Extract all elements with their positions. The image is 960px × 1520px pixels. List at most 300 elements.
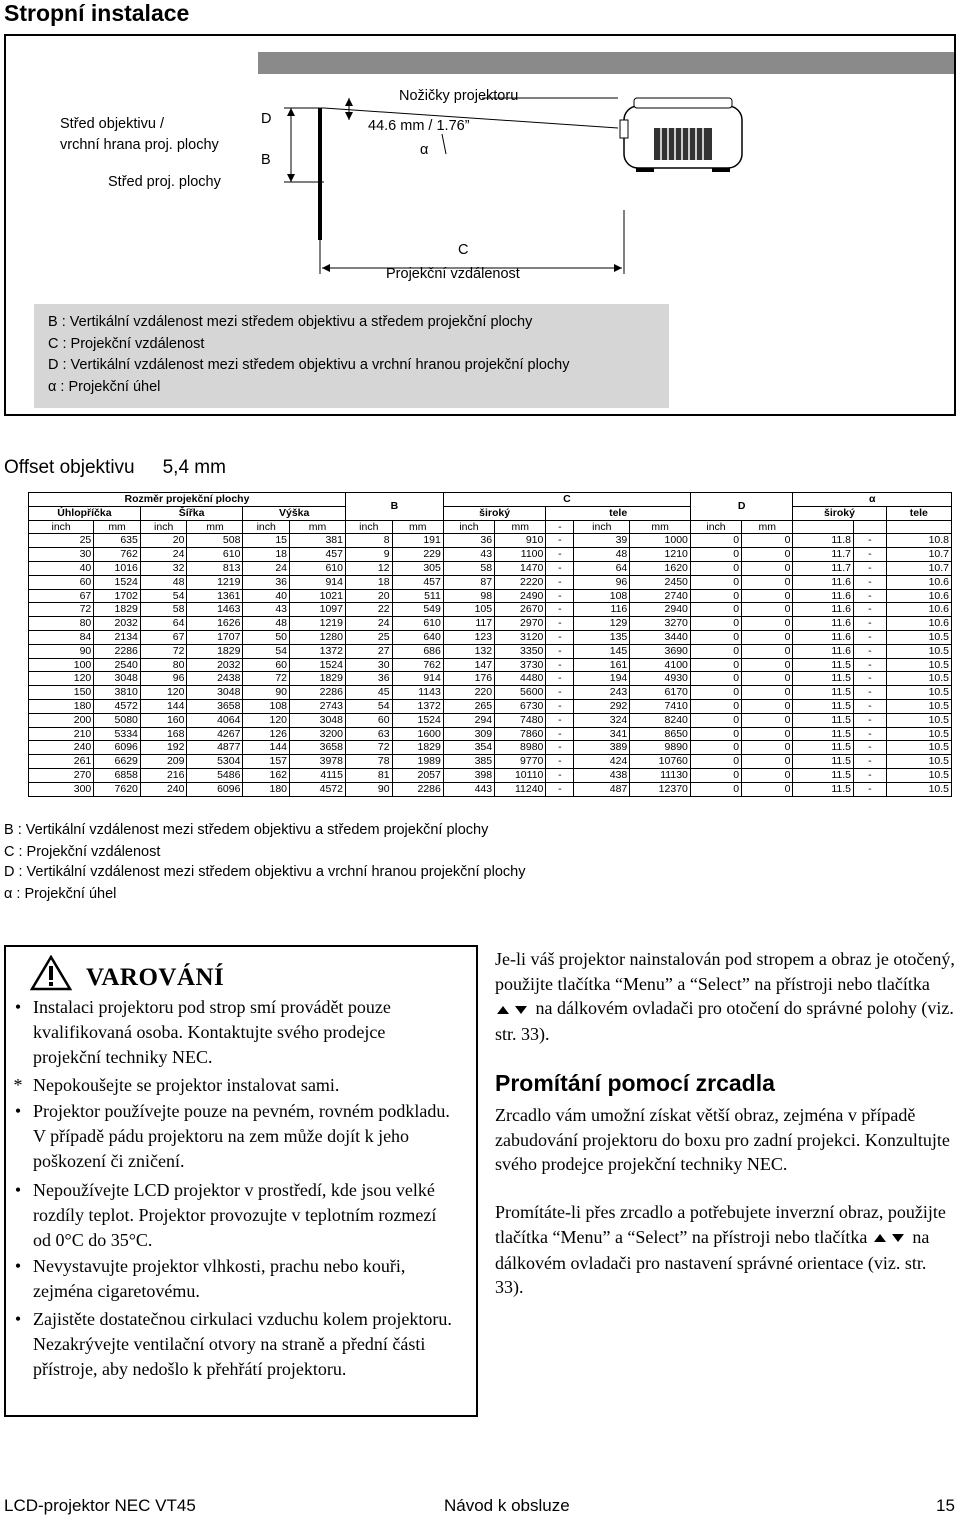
table-cell: 0: [690, 741, 741, 755]
table-cell: 0: [690, 644, 741, 658]
table-cell: 4480: [495, 672, 546, 686]
table-cell: 292: [574, 699, 630, 713]
table-cell: 160: [140, 713, 187, 727]
table-cell: 80: [29, 617, 94, 631]
table-cell: 424: [574, 755, 630, 769]
bullet-marker: •: [14, 997, 22, 1017]
label-projection-distance: Projekční vzdálenost: [386, 266, 520, 282]
table-cell: 54: [140, 589, 187, 603]
table-cell: 11.6: [793, 617, 854, 631]
table-cell: 11.6: [793, 644, 854, 658]
offset-heading: Offset objektivu 5,4 mm: [4, 457, 226, 478]
warning-item-text: Nevystavujte projektor vlhkosti, prachu nebo kouři, zejména cigaretovému.: [33, 1256, 406, 1301]
table-cell: -: [854, 768, 887, 782]
warning-box: [4, 945, 478, 1417]
table-cell: 58: [140, 603, 187, 617]
table-cell: 5600: [495, 686, 546, 700]
legend-d: D : Vertikální vzdálenost mezi středem objektivu a vrchní hranou projekční plochy: [48, 357, 570, 373]
table-cell: 10.5: [886, 782, 951, 796]
header-d: D: [690, 493, 793, 521]
table-cell: 48: [140, 575, 187, 589]
table-cell: 72: [140, 644, 187, 658]
header-tele: tele: [546, 506, 691, 520]
note-b: B : Vertikální vzdálenost mezi středem objektivu a středem projekční plochy: [4, 822, 489, 838]
table-cell: 511: [392, 589, 443, 603]
table-cell: 10.5: [886, 644, 951, 658]
table-cell: 36: [243, 575, 290, 589]
table-cell: 0: [690, 768, 741, 782]
table-cell: 117: [443, 617, 494, 631]
table-cell: 381: [290, 534, 346, 548]
table-cell: 1829: [187, 644, 243, 658]
page-title: Stropní instalace: [4, 0, 190, 26]
legend-c: C : Projekční vzdálenost: [48, 336, 205, 352]
table-cell: 6629: [94, 755, 141, 769]
table-cell: 180: [243, 782, 290, 796]
table-cell: 36: [443, 534, 494, 548]
table-cell: 8: [345, 534, 392, 548]
table-cell: 762: [392, 658, 443, 672]
table-cell: 11.5: [793, 727, 854, 741]
table-cell: -: [546, 672, 574, 686]
table-cell: 2540: [94, 658, 141, 672]
table-cell: 100: [29, 658, 94, 672]
warning-item: [14, 1307, 453, 1382]
table-cell: 10.7: [886, 548, 951, 562]
table-cell: -: [854, 658, 887, 672]
table-cell: 2970: [495, 617, 546, 631]
table-cell: 1702: [94, 589, 141, 603]
table-cell: 2438: [187, 672, 243, 686]
warning-item: [14, 1254, 453, 1304]
table-cell: 0: [742, 617, 793, 631]
table-cell: 162: [243, 768, 290, 782]
table-cell: -: [546, 603, 574, 617]
table-cell: 11.6: [793, 589, 854, 603]
table-cell: 40: [243, 589, 290, 603]
table-header-row-1: [29, 493, 952, 507]
table-cell: 10.5: [886, 672, 951, 686]
table-cell: 9770: [495, 755, 546, 769]
table-cell: -: [854, 534, 887, 548]
table-cell: 192: [140, 741, 187, 755]
table-cell: 0: [690, 713, 741, 727]
table-cell: 5486: [187, 768, 243, 782]
table-cell: 10.8: [886, 534, 951, 548]
table-cell: 0: [690, 575, 741, 589]
table-cell: 305: [392, 561, 443, 575]
table-cell: 98: [443, 589, 494, 603]
table-row: [29, 644, 952, 658]
table-cell: 1524: [392, 713, 443, 727]
table-row: [29, 603, 952, 617]
table-cell: 640: [392, 630, 443, 644]
table-cell: 168: [140, 727, 187, 741]
header-diagonal: Úhlopříčka: [29, 506, 141, 520]
table-cell: 0: [690, 686, 741, 700]
table-cell: 0: [742, 741, 793, 755]
table-cell: 1829: [94, 603, 141, 617]
table-row: [29, 768, 952, 782]
table-cell: 1524: [94, 575, 141, 589]
table-cell: 123: [443, 630, 494, 644]
bullet-marker: •: [14, 1180, 22, 1200]
table-cell: 15: [243, 534, 290, 548]
table-cell: 24: [140, 548, 187, 562]
footer-manual: Návod k obsluze: [444, 1496, 570, 1515]
header-b: B: [345, 493, 443, 521]
warning-item-text: Zajistěte dostatečnou cirkulaci vzduchu kolem projektoru. Nezakrývejte ventilační otvory na straně a přední části přístroje, aby nedošlo k přehřátí projektoru.: [33, 1309, 452, 1379]
table-cell: 2743: [290, 699, 346, 713]
table-cell: 5304: [187, 755, 243, 769]
table-cell: 1210: [630, 548, 691, 562]
table-cell: 67: [29, 589, 94, 603]
table-cell: 11240: [495, 782, 546, 796]
table-cell: 11.5: [793, 768, 854, 782]
table-cell: -: [546, 782, 574, 796]
table-cell: 96: [574, 575, 630, 589]
table-cell: -: [854, 727, 887, 741]
table-cell: 132: [443, 644, 494, 658]
table-cell: 914: [392, 672, 443, 686]
table-cell: 10.7: [886, 561, 951, 575]
table-cell: 1361: [187, 589, 243, 603]
table-cell: 161: [574, 658, 630, 672]
table-cell: 11.7: [793, 561, 854, 575]
table-cell: 240: [140, 782, 187, 796]
ceiling-text-b: na dálkovém ovladači pro otočení do správné polohy (viz. str. 33).: [495, 998, 954, 1045]
table-cell: 0: [742, 589, 793, 603]
table-cell: 120: [29, 672, 94, 686]
table-cell: 438: [574, 768, 630, 782]
table-cell: 240: [29, 741, 94, 755]
table-cell: 1372: [392, 699, 443, 713]
table-cell: 1100: [495, 548, 546, 562]
table-cell: 126: [243, 727, 290, 741]
table-cell: 5080: [94, 713, 141, 727]
bullet-marker: *: [13, 1075, 23, 1095]
table-cell: -: [546, 686, 574, 700]
table-cell: -: [546, 575, 574, 589]
table-cell: -: [854, 589, 887, 603]
table-row: [29, 727, 952, 741]
table-cell: 36: [345, 672, 392, 686]
unit-cell: mm: [495, 520, 546, 534]
table-cell: 2670: [495, 603, 546, 617]
table-cell: -: [546, 727, 574, 741]
table-cell: 30: [29, 548, 94, 562]
table-cell: 1989: [392, 755, 443, 769]
table-cell: 209: [140, 755, 187, 769]
label-d: D: [261, 111, 272, 127]
table-cell: 10.6: [886, 617, 951, 631]
table-cell: -: [854, 561, 887, 575]
table-cell: 2032: [187, 658, 243, 672]
table-cell: 0: [742, 755, 793, 769]
table-cell: 3048: [94, 672, 141, 686]
table-cell: 50: [243, 630, 290, 644]
table-cell: 12370: [630, 782, 691, 796]
warning-item-text: Projektor používejte pouze na pevném, rovném podkladu. V případě pádu projektoru na zem může dojít k jeho poškození či zničení.: [33, 1101, 450, 1171]
table-cell: 90: [345, 782, 392, 796]
table-cell: 2490: [495, 589, 546, 603]
warning-item-text: Instalaci projektoru pod strop smí provádět pouze kvalifikovaná osoba. Kontaktujte svého prodejce projekční techniky NEC.: [33, 997, 391, 1067]
table-cell: 3200: [290, 727, 346, 741]
table-cell: 0: [690, 658, 741, 672]
label-screen-top: vrchní hrana proj. plochy: [60, 137, 219, 153]
table-cell: 309: [443, 727, 494, 741]
table-row: [29, 534, 952, 548]
table-cell: 22: [345, 603, 392, 617]
table-cell: 1280: [290, 630, 346, 644]
bullet-marker: •: [14, 1256, 22, 1276]
table-cell: 10110: [495, 768, 546, 782]
table-cell: 1463: [187, 603, 243, 617]
table-cell: 9: [345, 548, 392, 562]
table-cell: 686: [392, 644, 443, 658]
table-cell: 96: [140, 672, 187, 686]
table-cell: 0: [742, 575, 793, 589]
table-cell: 11.7: [793, 548, 854, 562]
table-cell: 64: [574, 561, 630, 575]
table-cell: 194: [574, 672, 630, 686]
table-cell: 1143: [392, 686, 443, 700]
table-cell: 3350: [495, 644, 546, 658]
table-cell: -: [854, 603, 887, 617]
table-cell: 9890: [630, 741, 691, 755]
table-cell: -: [854, 617, 887, 631]
table-cell: 11.5: [793, 699, 854, 713]
legend-b: B : Vertikální vzdálenost mezi středem objektivu a středem projekční plochy: [48, 314, 533, 330]
projector-drawing: [620, 98, 742, 172]
table-row: [29, 561, 952, 575]
mirror-inverse-paragraph: [495, 1200, 955, 1300]
table-cell: 1372: [290, 644, 346, 658]
table-cell: 120: [243, 713, 290, 727]
table-cell: 0: [690, 603, 741, 617]
table-cell: 10.6: [886, 589, 951, 603]
table-cell: -: [854, 755, 887, 769]
warning-item: [13, 1073, 453, 1098]
table-cell: 914: [290, 575, 346, 589]
table-cell: 0: [690, 727, 741, 741]
unit-cell: mm: [742, 520, 793, 534]
mirror-heading: Promítání pomocí zrcadla: [495, 1070, 775, 1096]
table-cell: 0: [690, 534, 741, 548]
table-cell: 261: [29, 755, 94, 769]
table-cell: 24: [243, 561, 290, 575]
unit-cell: [793, 520, 854, 534]
table-cell: 11.5: [793, 755, 854, 769]
bullet-marker: •: [14, 1101, 22, 1121]
table-cell: -: [546, 644, 574, 658]
table-cell: -: [546, 741, 574, 755]
installation-diagram: [4, 34, 956, 416]
up-down-arrow-icon: [495, 998, 531, 1023]
table-cell: -: [546, 713, 574, 727]
unit-cell: [854, 520, 887, 534]
table-header-row-3: [29, 520, 952, 534]
note-c: C : Projekční vzdálenost: [4, 844, 161, 860]
table-cell: 6730: [495, 699, 546, 713]
mirror-text-b: na dálkovém ovladači pro nastavení správné orientace (viz. str. 33).: [495, 1226, 930, 1298]
table-cell: 7860: [495, 727, 546, 741]
table-cell: 144: [140, 699, 187, 713]
unit-cell: mm: [187, 520, 243, 534]
table-cell: 60: [29, 575, 94, 589]
header-tele-alpha: tele: [886, 506, 951, 520]
table-cell: 0: [690, 561, 741, 575]
table-cell: 910: [495, 534, 546, 548]
table-row: [29, 575, 952, 589]
table-cell: -: [854, 548, 887, 562]
table-cell: 0: [742, 699, 793, 713]
table-cell: 11.5: [793, 782, 854, 796]
unit-cell: inch: [345, 520, 392, 534]
table-cell: 1600: [392, 727, 443, 741]
table-cell: 354: [443, 741, 494, 755]
table-cell: 1016: [94, 561, 141, 575]
table-cell: -: [546, 658, 574, 672]
table-cell: 1829: [392, 741, 443, 755]
table-cell: 180: [29, 699, 94, 713]
table-cell: 3048: [290, 713, 346, 727]
warning-item: [14, 1178, 453, 1253]
table-cell: 813: [187, 561, 243, 575]
table-cell: 8650: [630, 727, 691, 741]
header-wide: široký: [443, 506, 546, 520]
table-cell: -: [546, 534, 574, 548]
table-cell: 43: [243, 603, 290, 617]
table-cell: 72: [243, 672, 290, 686]
table-cell: 635: [94, 534, 141, 548]
table-row: [29, 672, 952, 686]
warning-item: [14, 995, 453, 1070]
table-cell: 20: [140, 534, 187, 548]
table-cell: 4100: [630, 658, 691, 672]
table-cell: 90: [243, 686, 290, 700]
table-cell: 0: [742, 534, 793, 548]
table-cell: 147: [443, 658, 494, 672]
table-cell: 30: [345, 658, 392, 672]
table-cell: 610: [187, 548, 243, 562]
table-cell: 48: [574, 548, 630, 562]
table-cell: 10.5: [886, 713, 951, 727]
table-cell: 4877: [187, 741, 243, 755]
table-cell: 2286: [290, 686, 346, 700]
table-cell: 10.5: [886, 768, 951, 782]
table-cell: 0: [742, 713, 793, 727]
table-cell: 610: [290, 561, 346, 575]
table-cell: 10.5: [886, 727, 951, 741]
table-cell: 398: [443, 768, 494, 782]
table-cell: 2940: [630, 603, 691, 617]
table-cell: 10.6: [886, 575, 951, 589]
table-cell: 0: [690, 755, 741, 769]
ceiling-text-a: Je-li váš projektor nainstalován pod stropem a obraz je otočený, použijte tlačítka “Menu” a “Select” na přístroji nebo tlačítka: [495, 949, 955, 994]
header-c: C: [443, 493, 690, 507]
warning-icon: [30, 955, 72, 991]
table-cell: 457: [392, 575, 443, 589]
table-cell: 12: [345, 561, 392, 575]
table-cell: 10.5: [886, 658, 951, 672]
table-cell: 135: [574, 630, 630, 644]
table-row: [29, 713, 952, 727]
table-cell: 3440: [630, 630, 691, 644]
table-cell: 324: [574, 713, 630, 727]
table-cell: -: [854, 699, 887, 713]
unit-cell: mm: [290, 520, 346, 534]
table-row: [29, 548, 952, 562]
table-cell: 10.5: [886, 755, 951, 769]
table-cell: 145: [574, 644, 630, 658]
unit-cell: mm: [392, 520, 443, 534]
table-cell: 1021: [290, 589, 346, 603]
table-cell: 8980: [495, 741, 546, 755]
table-cell: 216: [140, 768, 187, 782]
table-cell: 1620: [630, 561, 691, 575]
table-cell: 4064: [187, 713, 243, 727]
table-cell: -: [546, 630, 574, 644]
table-cell: 0: [742, 658, 793, 672]
table-cell: 294: [443, 713, 494, 727]
table-row: [29, 617, 952, 631]
projection-table: [28, 492, 952, 797]
table-cell: 265: [443, 699, 494, 713]
table-cell: 6170: [630, 686, 691, 700]
table-cell: -: [546, 699, 574, 713]
table-cell: 48: [243, 617, 290, 631]
bullet-marker: •: [14, 1309, 22, 1329]
table-cell: 2450: [630, 575, 691, 589]
unit-cell: inch: [574, 520, 630, 534]
table-cell: 0: [742, 561, 793, 575]
table-cell: 0: [690, 782, 741, 796]
table-cell: 6096: [94, 741, 141, 755]
table-cell: 0: [742, 603, 793, 617]
table-cell: -: [546, 561, 574, 575]
table-cell: 4267: [187, 727, 243, 741]
table-cell: 3120: [495, 630, 546, 644]
unit-cell: -: [546, 520, 574, 534]
ceiling-paragraph: [495, 947, 955, 1047]
table-cell: 3270: [630, 617, 691, 631]
table-cell: 0: [690, 672, 741, 686]
label-feet: Nožičky projektoru: [399, 88, 519, 104]
table-cell: -: [854, 686, 887, 700]
table-cell: 3048: [187, 686, 243, 700]
table-cell: 176: [443, 672, 494, 686]
table-cell: 2286: [94, 644, 141, 658]
unit-cell: inch: [690, 520, 741, 534]
table-cell: 4572: [290, 782, 346, 796]
table-cell: 2134: [94, 630, 141, 644]
table-cell: 210: [29, 727, 94, 741]
table-row: [29, 755, 952, 769]
table-cell: -: [854, 741, 887, 755]
unit-cell: inch: [29, 520, 94, 534]
table-cell: 1470: [495, 561, 546, 575]
table-cell: 457: [290, 548, 346, 562]
table-cell: 60: [345, 713, 392, 727]
legend-alpha: α : Projekční úhel: [48, 379, 161, 395]
table-cell: -: [546, 589, 574, 603]
table-row: [29, 589, 952, 603]
table-cell: 6096: [187, 782, 243, 796]
table-cell: 0: [742, 727, 793, 741]
table-cell: 3730: [495, 658, 546, 672]
table-row: [29, 741, 952, 755]
